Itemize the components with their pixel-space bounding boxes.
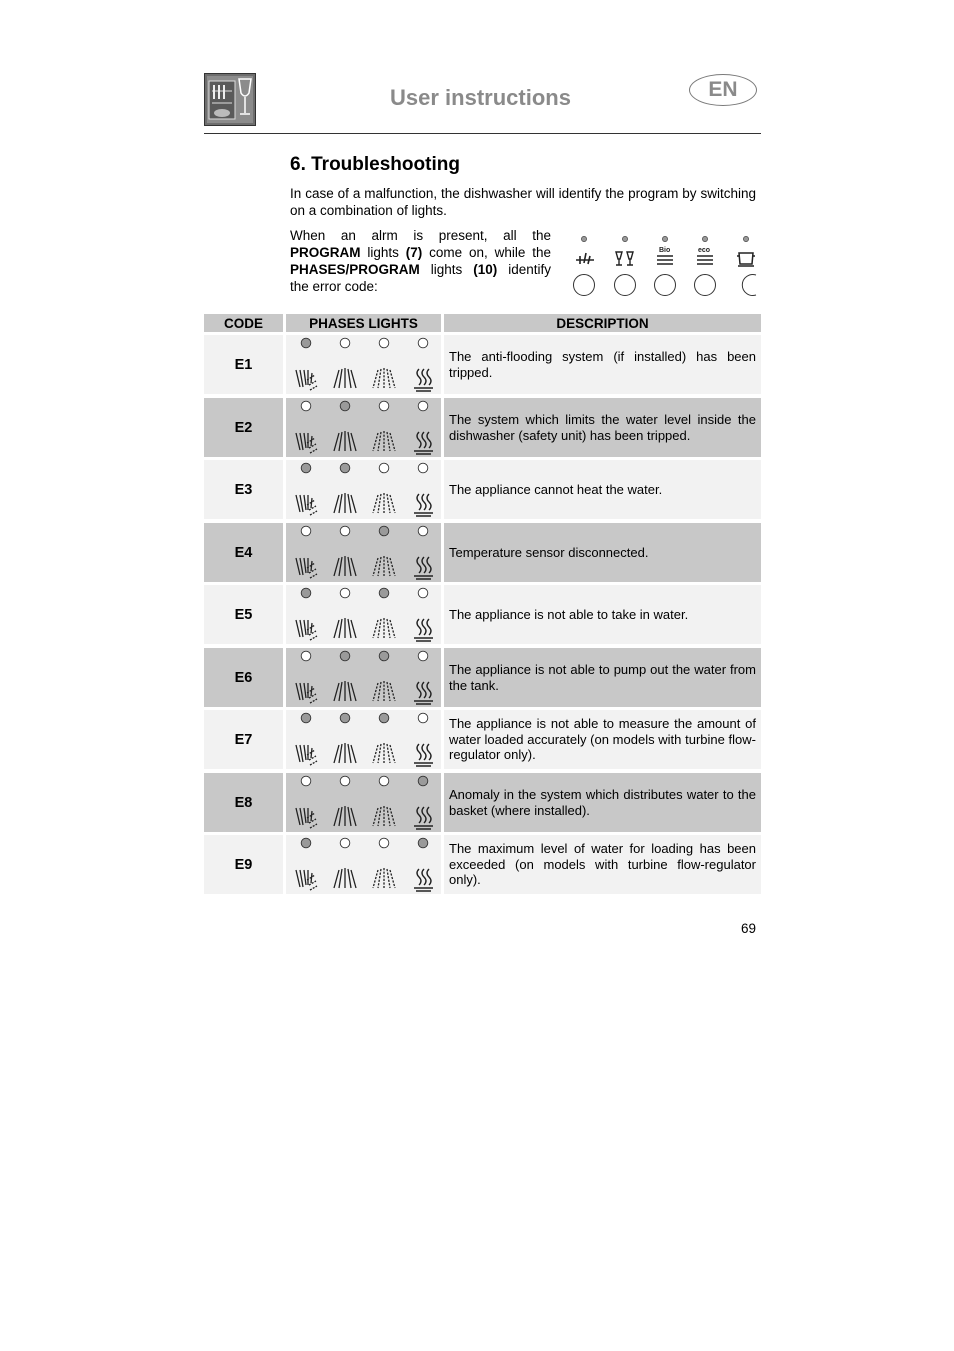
prewash-spray-icon xyxy=(296,558,317,578)
phase-lights-diagram xyxy=(286,773,441,832)
header-divider xyxy=(204,133,761,134)
column-header-code: CODE xyxy=(204,314,283,332)
phase-lamp-off xyxy=(418,713,428,723)
phase-lights-diagram xyxy=(286,648,441,707)
glasses-icon xyxy=(616,252,633,265)
phase-lamp-on xyxy=(340,401,350,411)
error-description-cell xyxy=(444,773,761,832)
wash-spray-icon xyxy=(334,493,356,513)
intro-paragraph: In case of a malfunction, the dishwasher will identify the program by switching on a combination of lights. xyxy=(290,186,756,218)
rinse-spray-icon xyxy=(373,493,395,513)
wash-spray-icon xyxy=(334,868,356,888)
drying-steam-icon xyxy=(414,432,433,454)
column-header-description: DESCRIPTION xyxy=(444,314,761,332)
header-title: User instructions xyxy=(390,85,571,110)
alarm-paragraph: When an alrm is present, all the PROGRAM lights (7) come on, while the PHASES/PROGRAM lights (10) identify the error code: xyxy=(290,228,551,294)
phase-lamp-on xyxy=(340,651,350,661)
phase-lamp-on xyxy=(418,838,428,848)
phase-lamp-off xyxy=(379,838,389,848)
error-description-cell xyxy=(444,335,761,394)
phase-lights-diagram xyxy=(286,585,441,644)
phase-lights-cell xyxy=(286,335,441,394)
wash-spray-icon xyxy=(334,681,356,701)
prewash-spray-icon xyxy=(296,870,317,890)
rinse-spray-icon xyxy=(373,806,395,826)
prewash-icon xyxy=(576,253,594,264)
phase-lamp-off xyxy=(418,588,428,598)
phase-lamp-off xyxy=(340,838,350,848)
language-badge: EN xyxy=(689,74,757,106)
drying-steam-icon xyxy=(414,682,433,704)
phase-lights-cell xyxy=(286,648,441,707)
error-code: E5 xyxy=(204,585,283,644)
phase-lamp-off xyxy=(418,401,428,411)
error-description: The appliance is not able to pump out the water from the tank. xyxy=(449,662,756,693)
phase-lamp-off xyxy=(379,776,389,786)
phase-lights-cell xyxy=(286,460,441,519)
error-code: E8 xyxy=(204,773,283,832)
eco-icon xyxy=(697,247,713,264)
phase-lights-diagram xyxy=(286,523,441,582)
rinse-spray-icon xyxy=(373,431,395,451)
prewash-spray-icon xyxy=(296,433,317,453)
svg-text:Bio: Bio xyxy=(659,247,671,254)
phase-lights-diagram xyxy=(286,460,441,519)
error-description: The maximum level of water for loading has been exceeded (on models with turbine flow-regulator only). xyxy=(449,841,756,888)
program-lamps xyxy=(581,236,748,241)
svg-text:eco: eco xyxy=(698,247,711,254)
wash-spray-icon xyxy=(334,743,356,763)
drying-steam-icon xyxy=(414,369,433,391)
wash-spray-icon xyxy=(334,618,356,638)
phase-lamp-on xyxy=(301,713,311,723)
error-description: The system which limits the water level inside the dishwasher (safety unit) has been tripped. xyxy=(449,412,756,443)
drying-steam-icon xyxy=(414,557,433,579)
pan-icon xyxy=(737,253,755,266)
error-code: E3 xyxy=(204,460,283,519)
phase-lamp-off xyxy=(379,401,389,411)
phase-lamp-off xyxy=(418,338,428,348)
error-description: Anomaly in the system which distributes water to the basket (where installed). xyxy=(449,787,756,818)
error-description-cell xyxy=(444,710,761,769)
phase-lamp-on xyxy=(379,588,389,598)
error-description: The anti-flooding system (if installed) has been tripped. xyxy=(449,349,756,380)
phase-lamp-off xyxy=(379,338,389,348)
phase-lamp-off xyxy=(418,651,428,661)
phase-lights-cell xyxy=(286,835,441,894)
error-description: Temperature sensor disconnected. xyxy=(449,544,649,560)
error-code: E7 xyxy=(204,710,283,769)
phase-lamp-off xyxy=(340,588,350,598)
phase-lamp-on xyxy=(340,463,350,473)
rinse-spray-icon xyxy=(373,868,395,888)
phase-lamp-off xyxy=(340,776,350,786)
drying-steam-icon xyxy=(414,494,433,516)
rinse-spray-icon xyxy=(373,368,395,388)
phase-lights-diagram xyxy=(286,710,441,769)
prewash-spray-icon xyxy=(296,683,317,703)
error-description-cell xyxy=(444,648,761,707)
phase-lamp-off xyxy=(340,338,350,348)
wash-spray-icon xyxy=(334,368,356,388)
rinse-spray-icon xyxy=(373,681,395,701)
prewash-spray-icon xyxy=(296,495,317,515)
phase-lights-cell xyxy=(286,398,441,457)
dishwasher-logo-icon xyxy=(204,73,256,126)
page-number: 69 xyxy=(741,921,757,936)
wash-spray-icon xyxy=(334,556,356,576)
prewash-spray-icon xyxy=(296,620,317,640)
error-code: E4 xyxy=(204,523,283,582)
phase-lamp-off xyxy=(301,526,311,536)
error-description-cell xyxy=(444,398,761,457)
phase-lamp-off xyxy=(301,776,311,786)
phase-lamp-on xyxy=(379,526,389,536)
phase-lamp-off xyxy=(418,463,428,473)
bio-icon xyxy=(657,247,673,264)
drying-steam-icon xyxy=(414,807,433,829)
phase-lamp-off xyxy=(379,463,389,473)
prewash-spray-icon xyxy=(296,370,317,390)
phase-lights-diagram xyxy=(286,335,441,394)
rinse-spray-icon xyxy=(373,743,395,763)
column-header-phases-lights: PHASES LIGHTS xyxy=(286,314,441,332)
phase-lamp-on xyxy=(340,713,350,723)
wash-spray-icon xyxy=(334,431,356,451)
phase-lamp-on xyxy=(301,838,311,848)
phase-lamp-on xyxy=(379,713,389,723)
error-description-cell xyxy=(444,585,761,644)
phase-lamp-on xyxy=(301,463,311,473)
phase-lamp-on xyxy=(301,338,311,348)
phase-lamp-on xyxy=(379,651,389,661)
error-code: E1 xyxy=(204,335,283,394)
error-description: The appliance is not able to take in water. xyxy=(449,606,689,622)
prewash-spray-icon xyxy=(296,745,317,765)
prewash-spray-icon xyxy=(296,808,317,828)
phase-lamp-off xyxy=(418,526,428,536)
error-description: The appliance cannot heat the water. xyxy=(449,481,663,497)
error-description-cell xyxy=(444,835,761,894)
wash-spray-icon xyxy=(334,806,356,826)
phase-lights-cell xyxy=(286,523,441,582)
rinse-spray-icon xyxy=(373,556,395,576)
program-panel-illustration xyxy=(570,233,760,299)
phase-lights-cell xyxy=(286,773,441,832)
drying-steam-icon xyxy=(414,869,433,891)
phase-lights-cell xyxy=(286,710,441,769)
phase-lamp-on xyxy=(301,588,311,598)
phase-lights-diagram xyxy=(286,835,441,894)
program-buttons xyxy=(574,275,757,296)
error-description-cell xyxy=(444,460,761,519)
rinse-spray-icon xyxy=(373,618,395,638)
phase-lamp-off xyxy=(301,651,311,661)
drying-steam-icon xyxy=(414,619,433,641)
phase-lamp-on xyxy=(418,776,428,786)
error-code: E9 xyxy=(204,835,283,894)
error-code: E6 xyxy=(204,648,283,707)
drying-steam-icon xyxy=(414,744,433,766)
phase-lamp-off xyxy=(340,526,350,536)
section-title: 6. Troubleshooting xyxy=(290,154,460,175)
phase-lights-cell xyxy=(286,585,441,644)
error-code: E2 xyxy=(204,398,283,457)
error-description: The appliance is not able to measure the amount of water loaded accurately (on models with turbine flow-regulator only). xyxy=(449,716,756,763)
phase-lights-diagram xyxy=(286,398,441,457)
error-description-cell xyxy=(444,523,761,582)
phase-lamp-off xyxy=(301,401,311,411)
